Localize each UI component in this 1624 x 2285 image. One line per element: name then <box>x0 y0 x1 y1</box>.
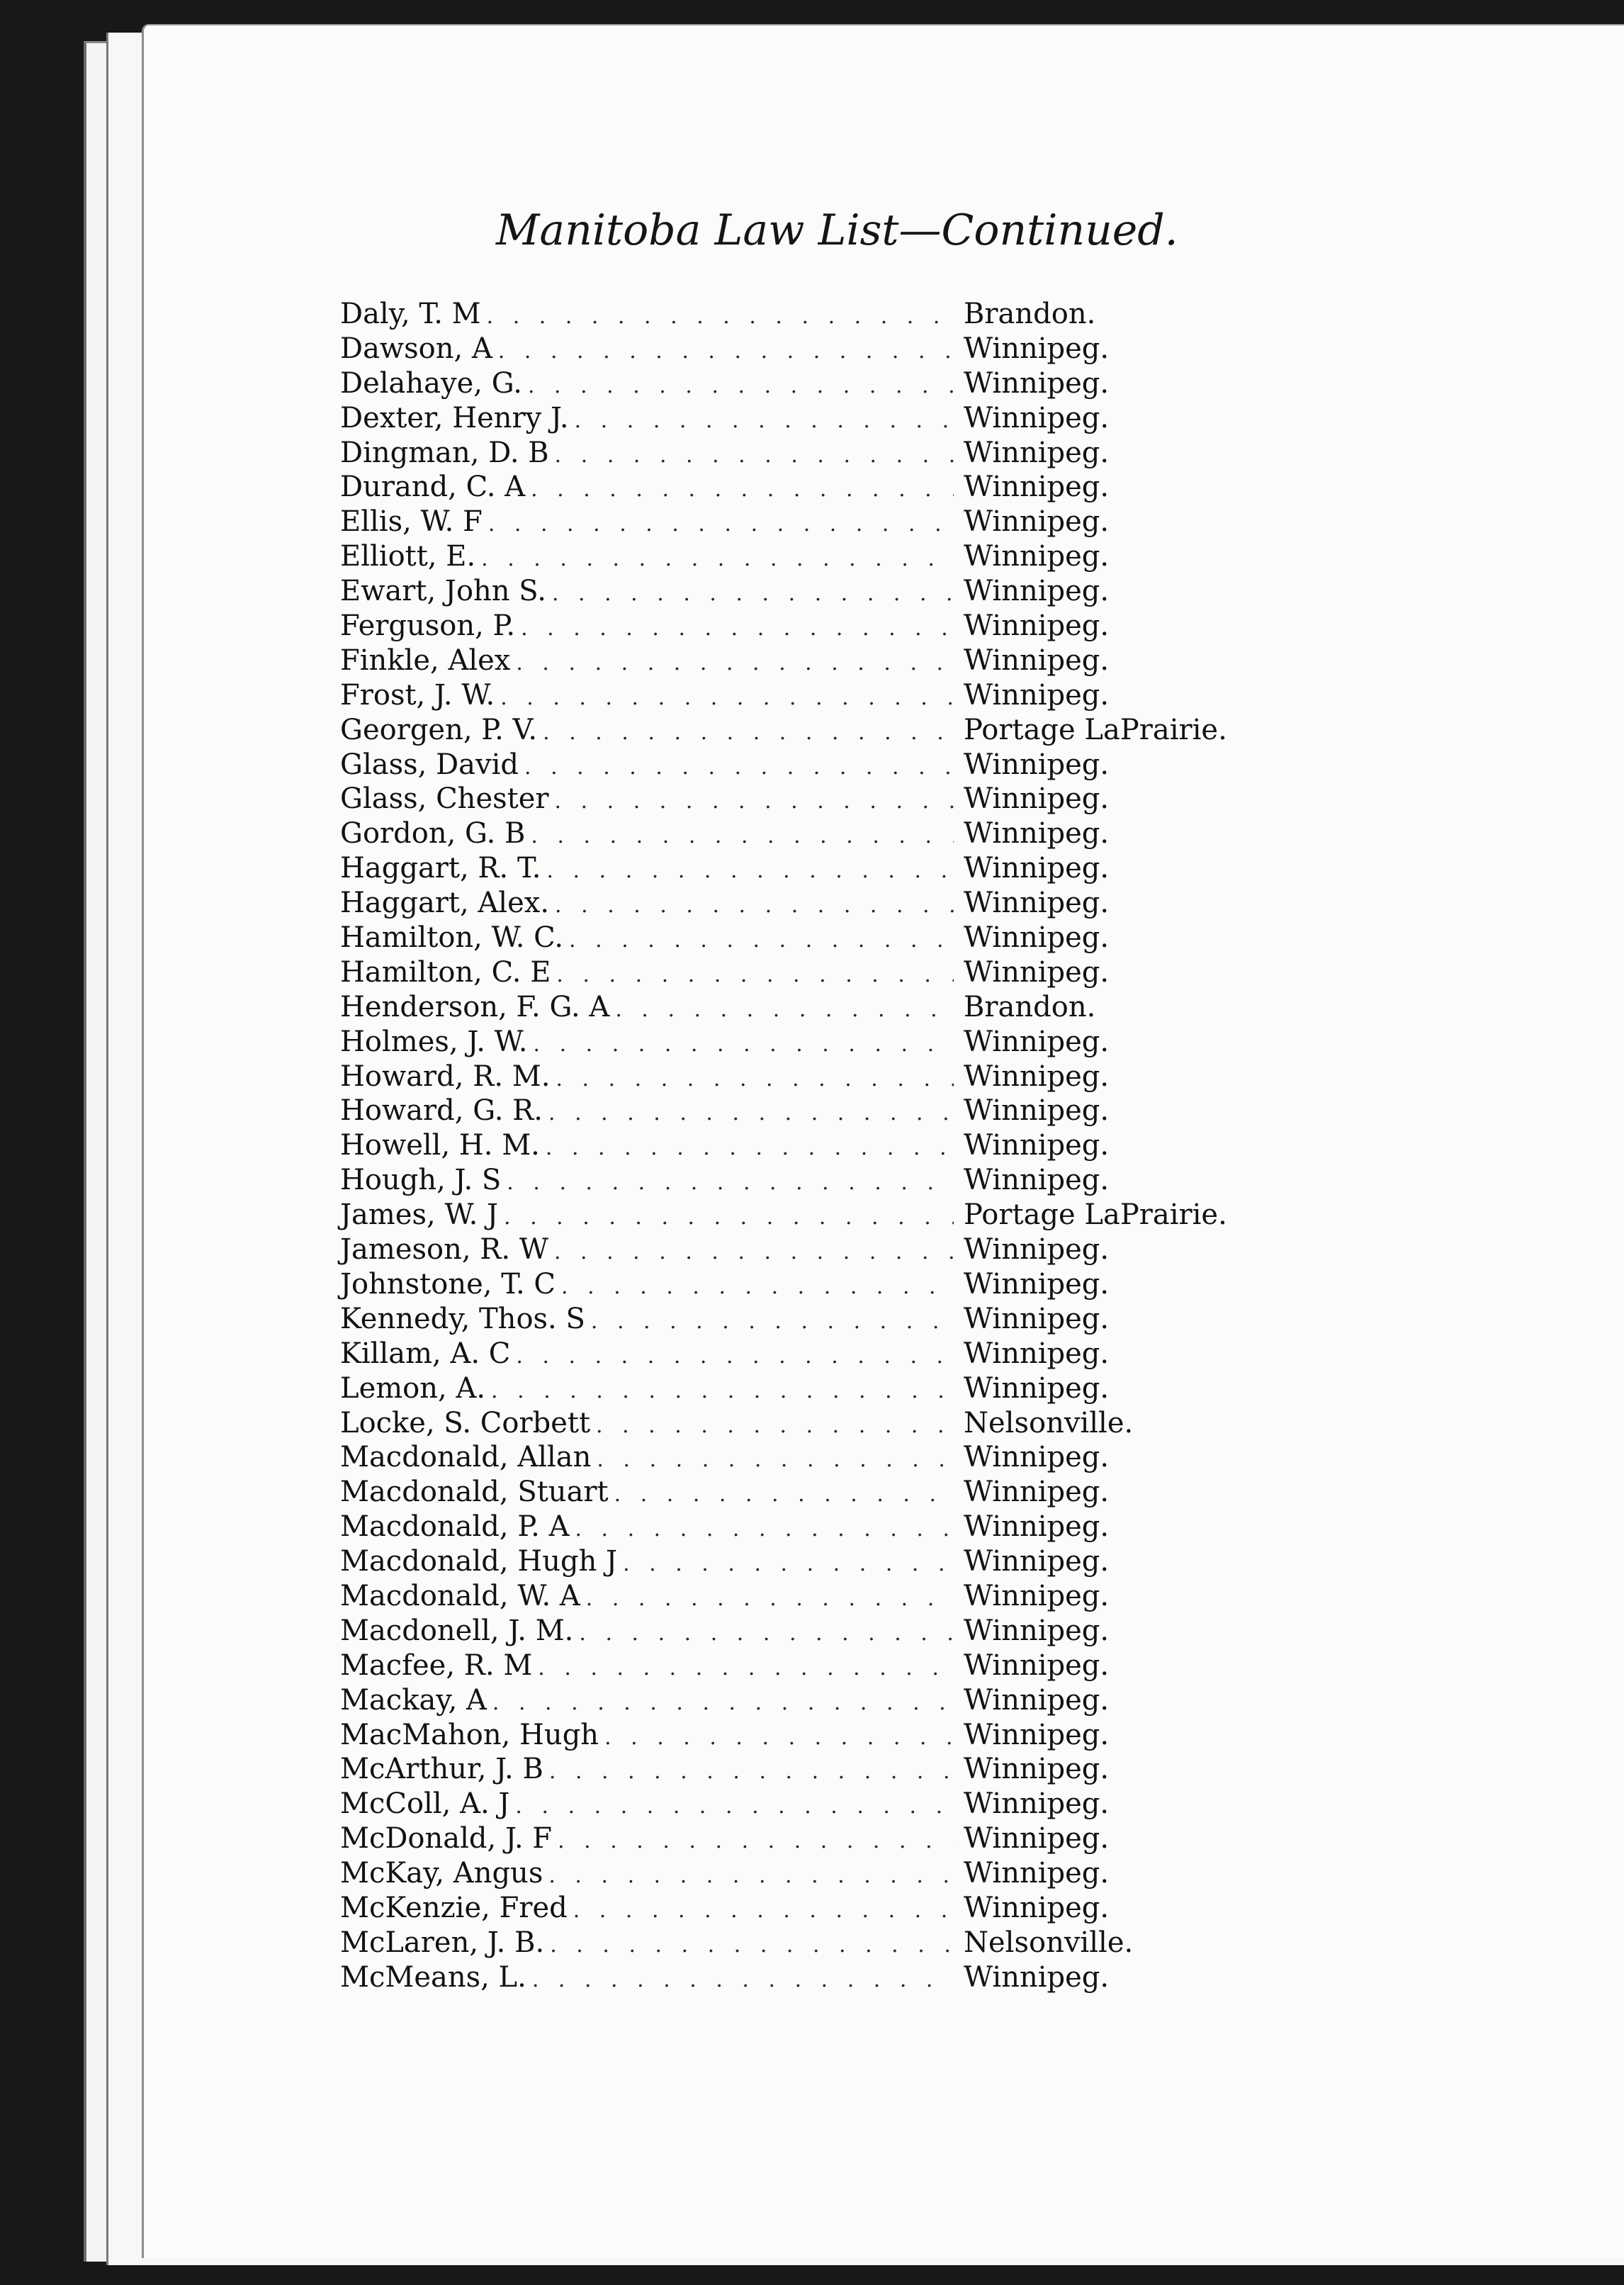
list-item <box>340 505 1275 540</box>
list-item <box>340 1476 1275 1510</box>
lawyer-name: Frost, J. W. <box>340 678 495 712</box>
lawyer-location: Winnipeg. <box>964 644 1110 677</box>
list-item <box>340 1233 1275 1268</box>
dot-leader <box>534 1032 954 1057</box>
lawyer-name: Ellis, W. F <box>340 505 483 539</box>
list-item <box>340 1441 1275 1476</box>
list-item <box>340 540 1275 575</box>
lawyer-name: Johnstone, T. C <box>340 1267 556 1301</box>
lawyer-location: Winnipeg. <box>964 540 1110 573</box>
lawyer-location: Winnipeg. <box>964 401 1110 434</box>
dot-leader <box>575 408 954 433</box>
lawyer-name: Delahaye, G. <box>340 366 522 400</box>
lawyer-location: Winnipeg. <box>964 366 1110 400</box>
lawyer-name: Macdonald, P. A <box>340 1510 570 1544</box>
list-item <box>340 921 1275 956</box>
lawyer-location: Winnipeg. <box>964 1337 1110 1370</box>
lawyer-location: Winnipeg. <box>964 1753 1110 1786</box>
lawyer-name: Jameson, R. W <box>340 1233 548 1267</box>
lawyer-name: Dingman, D. B <box>340 436 549 469</box>
lawyer-location: Winnipeg. <box>964 1164 1110 1197</box>
lawyer-name: Lemon, A. <box>340 1371 486 1405</box>
lawyer-location: Portage LaPrairie. <box>964 1198 1227 1232</box>
dot-leader <box>550 1933 954 1958</box>
lawyer-name: MacMahon, Hugh <box>340 1718 599 1751</box>
list-item <box>340 644 1275 679</box>
lawyer-location: Winnipeg. <box>964 1545 1110 1578</box>
dot-leader <box>569 928 954 953</box>
lawyer-location: Winnipeg. <box>964 748 1110 781</box>
lawyer-name: Dexter, Henry J. <box>340 401 569 434</box>
lawyer-name: Macfee, R. M <box>340 1649 533 1682</box>
lawyer-location: Winnipeg. <box>964 1441 1110 1474</box>
dot-leader <box>591 1309 954 1334</box>
lawyer-name: Macdonald, W. A <box>340 1579 580 1612</box>
lawyer-location: Winnipeg. <box>964 1233 1110 1267</box>
lawyer-name: Ferguson, P. <box>340 610 516 643</box>
lawyer-name: Glass, Chester <box>340 782 549 816</box>
dot-leader <box>554 1240 954 1264</box>
lawyer-location: Winnipeg. <box>964 852 1110 885</box>
list-item <box>340 1164 1275 1198</box>
lawyer-name: Locke, S. Corbett <box>340 1406 591 1439</box>
lawyer-name: McArthur, J. B <box>340 1753 543 1786</box>
lawyer-location: Winnipeg. <box>964 1857 1110 1890</box>
lawyer-location: Winnipeg. <box>964 1579 1110 1612</box>
lawyer-name: Henderson, F. G. A <box>340 990 610 1023</box>
lawyer-location: Winnipeg. <box>964 1267 1110 1301</box>
lawyer-name: McMeans, L. <box>340 1960 526 1994</box>
dot-leader <box>597 1447 954 1472</box>
lawyer-location: Brandon. <box>964 990 1096 1023</box>
list-item <box>340 610 1275 644</box>
lawyer-location: Winnipeg. <box>964 782 1110 816</box>
list-item <box>340 471 1275 505</box>
dot-leader <box>573 1898 954 1923</box>
dot-leader <box>596 1413 954 1438</box>
dot-leader <box>498 339 954 364</box>
dot-leader <box>532 1967 954 1992</box>
dot-leader <box>531 477 954 502</box>
dot-leader <box>528 374 954 398</box>
dot-leader <box>500 685 954 710</box>
list-item <box>340 1303 1275 1337</box>
lawyer-name: Hough, J. S <box>340 1164 502 1197</box>
lawyer-name: Elliott, E. <box>340 540 476 573</box>
lawyer-name: Macdonald, Allan <box>340 1441 592 1474</box>
lawyer-name: Macdonell, J. M. <box>340 1614 574 1647</box>
lawyer-name: Durand, C. A <box>340 471 526 504</box>
lawyer-location: Winnipeg. <box>964 1649 1110 1682</box>
lawyer-location: Winnipeg. <box>964 610 1110 643</box>
list-item <box>340 1094 1275 1129</box>
list-item <box>340 817 1275 852</box>
dot-leader <box>492 1690 954 1715</box>
dot-leader <box>516 651 954 675</box>
list-item <box>340 1580 1275 1615</box>
list-item <box>340 956 1275 991</box>
list-item <box>340 1268 1275 1303</box>
lawyer-location: Winnipeg. <box>964 1510 1110 1544</box>
list-item <box>340 679 1275 714</box>
dot-leader <box>579 1621 954 1646</box>
lawyer-name: Hamilton, W. C. <box>340 921 564 955</box>
list-item <box>340 332 1275 367</box>
list-item <box>340 1372 1275 1407</box>
running-title: Manitoba Law List—Continued. <box>496 206 1178 255</box>
lawyer-location: Winnipeg. <box>964 575 1110 608</box>
lawyer-location: Winnipeg. <box>964 505 1110 539</box>
list-item <box>340 402 1275 437</box>
lawyer-name: Haggart, Alex. <box>340 887 550 920</box>
dot-leader <box>555 443 954 468</box>
lawyer-name: Finkle, Alex <box>340 644 511 677</box>
dot-leader <box>481 546 954 571</box>
dot-leader <box>538 1656 954 1680</box>
list-item <box>340 575 1275 610</box>
lawyer-location: Winnipeg. <box>964 1614 1110 1647</box>
lawyer-name: McKay, Angus <box>340 1857 543 1890</box>
lawyer-name: Hamilton, C. E <box>340 955 551 989</box>
lawyer-location: Winnipeg. <box>964 921 1110 955</box>
list-item <box>340 1545 1275 1580</box>
list-item <box>340 1129 1275 1164</box>
list-item <box>340 1407 1275 1442</box>
lawyer-name: McColl, A. J <box>340 1787 510 1821</box>
list-item <box>340 1892 1275 1926</box>
dot-leader <box>531 824 954 848</box>
dot-leader <box>543 720 954 745</box>
lawyer-location: Winnipeg. <box>964 471 1110 504</box>
list-item <box>340 748 1275 783</box>
dot-leader <box>487 304 954 329</box>
lawyer-name: Kennedy, Thos. S <box>340 1302 585 1335</box>
lawyer-name: Howard, R. M. <box>340 1060 551 1093</box>
list-item <box>340 1926 1275 1961</box>
lawyer-location: Winnipeg. <box>964 817 1110 850</box>
list-item <box>340 852 1275 887</box>
lawyer-name: McDonald, J. F <box>340 1822 553 1855</box>
dot-leader <box>615 997 954 1022</box>
lawyer-location: Winnipeg. <box>964 1094 1110 1128</box>
list-item <box>340 1198 1275 1233</box>
lawyer-name: Ewart, John S. <box>340 575 546 608</box>
dot-leader <box>546 1135 954 1160</box>
list-item <box>340 1961 1275 1996</box>
lawyer-location: Winnipeg. <box>964 955 1110 989</box>
dot-leader <box>546 858 954 883</box>
dot-leader <box>604 1725 954 1750</box>
dot-leader <box>561 1274 954 1299</box>
lawyer-name: James, W. J <box>340 1198 499 1232</box>
dot-leader <box>586 1586 954 1611</box>
dot-leader <box>549 1759 954 1784</box>
lawyer-location: Winnipeg. <box>964 1822 1110 1855</box>
lawyer-location: Winnipeg. <box>964 1683 1110 1717</box>
lawyer-location: Winnipeg. <box>964 332 1110 365</box>
list-item <box>340 1719 1275 1753</box>
lawyer-name: Gordon, G. B <box>340 817 526 850</box>
lawyer-name: Glass, David <box>340 748 519 781</box>
lawyer-location: Winnipeg. <box>964 887 1110 920</box>
dot-leader <box>516 1344 954 1369</box>
list-item <box>340 1822 1275 1857</box>
list-item <box>340 1510 1275 1545</box>
list-item <box>340 367 1275 402</box>
lawyer-location: Portage LaPrairie. <box>964 713 1227 746</box>
lawyer-name: McKenzie, Fred <box>340 1891 568 1924</box>
list-item <box>340 1615 1275 1649</box>
lawyer-location: Winnipeg. <box>964 1891 1110 1924</box>
lawyer-location: Winnipeg. <box>964 1476 1110 1509</box>
lawyer-location: Winnipeg. <box>964 1960 1110 1994</box>
lawyer-location: Nelsonville. <box>964 1406 1134 1439</box>
lawyer-location: Winnipeg. <box>964 1025 1110 1058</box>
lawyer-location: Winnipeg. <box>964 1302 1110 1335</box>
lawyer-name: Haggart, R. T. <box>340 852 541 885</box>
lawyer-name: Georgen, P. V. <box>340 713 538 746</box>
dot-leader <box>556 1067 954 1091</box>
dot-leader <box>556 962 954 987</box>
dot-leader <box>504 1205 954 1230</box>
list-item <box>340 1684 1275 1719</box>
lawyer-name: Howard, G. R. <box>340 1094 543 1128</box>
lawyer-name: McLaren, J. B. <box>340 1926 545 1959</box>
list-item <box>340 1026 1275 1060</box>
dot-leader <box>507 1170 954 1195</box>
list-item <box>340 1060 1275 1095</box>
list-item <box>340 1857 1275 1892</box>
dot-leader <box>524 755 954 780</box>
lawyer-name: Holmes, J. W. <box>340 1025 528 1058</box>
dot-leader <box>548 1863 954 1888</box>
dot-leader <box>548 1101 954 1125</box>
dot-leader <box>623 1551 954 1576</box>
list-item <box>340 1787 1275 1822</box>
dot-leader <box>575 1517 954 1542</box>
lawyer-location: Winnipeg. <box>964 1787 1110 1821</box>
list-item <box>340 991 1275 1026</box>
lawyer-location: Winnipeg. <box>964 1371 1110 1405</box>
list-item <box>340 298 1275 332</box>
lawyer-location: Nelsonville. <box>964 1926 1134 1959</box>
dot-leader <box>555 893 954 918</box>
lawyer-location: Winnipeg. <box>964 1718 1110 1751</box>
list-item <box>340 782 1275 817</box>
lawyer-name: Macdonald, Hugh J <box>340 1545 618 1578</box>
law-list <box>340 298 1275 1996</box>
lawyer-location: Winnipeg. <box>964 678 1110 712</box>
list-item <box>340 1753 1275 1787</box>
list-item <box>340 887 1275 921</box>
lawyer-name: Daly, T. M <box>340 298 481 330</box>
lawyer-name: Mackay, A <box>340 1683 487 1717</box>
lawyer-location: Winnipeg. <box>964 1060 1110 1093</box>
dot-leader <box>491 1379 954 1403</box>
dot-leader <box>521 616 954 641</box>
list-item <box>340 1649 1275 1684</box>
lawyer-name: Dawson, A <box>340 332 492 365</box>
dot-leader <box>515 1794 954 1819</box>
lawyer-location: Winnipeg. <box>964 436 1110 469</box>
list-item <box>340 1337 1275 1372</box>
dot-leader <box>488 512 954 537</box>
lawyer-location: Winnipeg. <box>964 1129 1110 1162</box>
lawyer-name: Killam, A. C <box>340 1337 511 1370</box>
lawyer-location: Brandon. <box>964 298 1096 330</box>
dot-leader <box>558 1829 954 1853</box>
lawyer-name: Macdonald, Stuart <box>340 1476 609 1509</box>
list-item <box>340 437 1275 471</box>
lawyer-name: Howell, H. M. <box>340 1129 540 1162</box>
list-item <box>340 714 1275 748</box>
dot-leader <box>555 789 954 814</box>
dot-leader <box>614 1482 954 1507</box>
dot-leader <box>552 581 954 606</box>
